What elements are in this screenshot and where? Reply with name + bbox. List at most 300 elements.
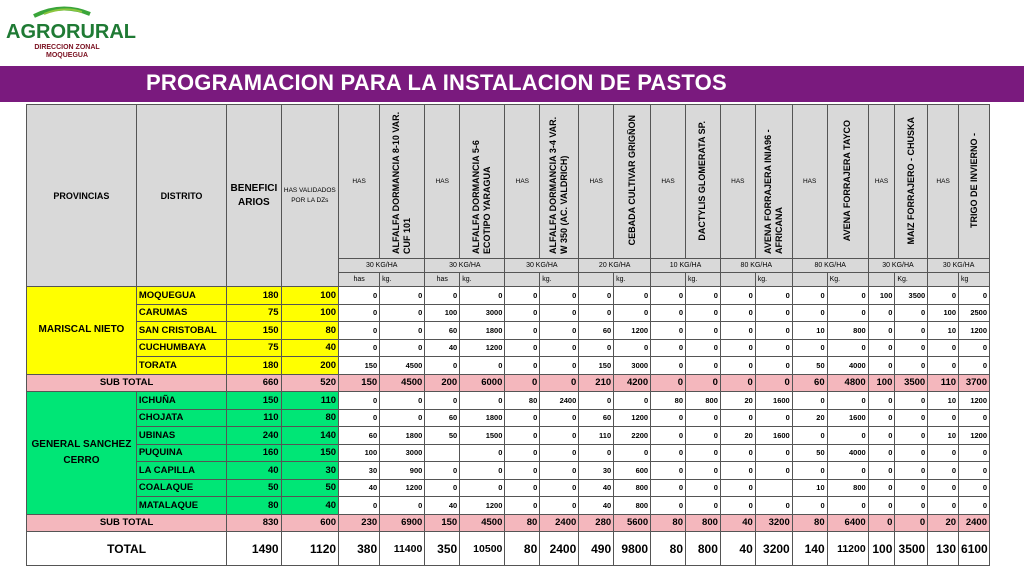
value-cell: 0 [425,479,460,497]
value-cell: 0 [614,287,651,305]
subtotal-value: 3700 [959,374,990,392]
value-cell: 0 [755,462,792,480]
total-value: 11400 [380,532,425,566]
rate-label: 30 KG/HA [339,259,425,273]
value-cell: 0 [868,304,895,322]
value-cell: 0 [868,357,895,375]
value-cell: 0 [959,409,990,427]
value-cell: 0 [792,462,827,480]
header-crop [614,105,651,259]
value-cell: 0 [755,409,792,427]
distrito-cell: MOQUEGUA [136,287,226,305]
value-cell: 0 [339,287,380,305]
subtotal-value: 80 [651,514,686,532]
value-cell: 0 [339,392,380,410]
value-cell: 0 [868,427,895,445]
value-cell: 0 [651,322,686,340]
value-cell: 20 [720,427,755,445]
value-cell: 0 [380,392,425,410]
value-cell: 80 [505,392,540,410]
value-cell: 0 [540,462,579,480]
value-cell: 0 [868,444,895,462]
value-cell: 0 [928,479,959,497]
value-cell: 0 [868,322,895,340]
value-cell: 0 [579,304,614,322]
value-cell: 0 [792,339,827,357]
subtotal-value: 0 [686,374,721,392]
value-cell: 0 [792,287,827,305]
value-cell: 0 [579,339,614,357]
has-cell: 100 [281,287,338,305]
value-cell: 0 [540,444,579,462]
logo-brand: AGRORURAL [6,21,136,43]
unit-cell [505,273,540,287]
header-has: HAS [792,105,827,259]
value-cell: 0 [540,304,579,322]
subtotal-benef: 830 [227,514,281,532]
value-cell: 0 [339,409,380,427]
crop-label: AVENA FORRAJERA TAYCO [842,119,853,242]
unit-cell [651,273,686,287]
rate-label: 30 KG/HA [505,259,579,273]
subtotal-value: 5600 [614,514,651,532]
subtotal-value: 0 [895,514,928,532]
has-cell: 140 [281,427,338,445]
header-crop [755,105,792,259]
value-cell: 0 [651,462,686,480]
value-cell: 0 [827,339,868,357]
subtotal-value: 4800 [827,374,868,392]
value-cell: 0 [686,444,721,462]
total-value: 3500 [895,532,928,566]
benef-cell: 180 [227,287,281,305]
value-cell: 0 [540,357,579,375]
table-row [27,497,990,515]
value-cell: 0 [425,357,460,375]
header-has: HAS [868,105,895,259]
value-cell: 150 [579,357,614,375]
value-cell: 0 [686,304,721,322]
header-crop [686,105,721,259]
subtotal-row [27,374,990,392]
total-value: 10500 [460,532,505,566]
header-has: HAS [928,105,959,259]
value-cell: 0 [928,497,959,515]
value-cell: 0 [827,462,868,480]
crop-label: MAIZ FORRAJERO - CHUSKA [905,116,916,245]
has-cell: 100 [281,304,338,322]
value-cell: 2200 [614,427,651,445]
unit-cell [928,273,959,287]
crop-label: AVENA FORRAJERA INIA96 - AFRICANA [762,128,784,254]
subtotal-value: 3500 [895,374,928,392]
value-cell: 0 [460,287,505,305]
value-cell: 0 [579,392,614,410]
value-cell: 0 [720,497,755,515]
value-cell: 0 [540,409,579,427]
header-distrito: DISTRITO [136,105,226,287]
value-cell: 0 [505,304,540,322]
has-cell: 110 [281,392,338,410]
distrito-cell: TORATA [136,357,226,375]
subtotal-value: 6000 [460,374,505,392]
value-cell: 800 [614,497,651,515]
table-row [27,462,990,480]
unit-cell: kg [959,273,990,287]
subtotal-value: 800 [686,514,721,532]
subtotal-row [27,514,990,532]
header-provincias: PROVINCIAS [27,105,137,287]
unit-cell: kg. [755,273,792,287]
value-cell: 0 [720,409,755,427]
header-has: HAS [425,105,460,259]
total-value: 380 [339,532,380,566]
rate-label: 10 KG/HA [651,259,721,273]
value-cell: 10 [792,322,827,340]
logo-subtitle [12,44,122,60]
value-cell: 0 [755,444,792,462]
rate-label: 30 KG/HA [425,259,505,273]
value-cell: 4500 [380,357,425,375]
total-value: 11200 [827,532,868,566]
value-cell: 1200 [460,497,505,515]
subtotal-value: 4500 [460,514,505,532]
value-cell: 0 [792,427,827,445]
value-cell: 0 [579,444,614,462]
value-cell: 0 [339,497,380,515]
subtotal-value: 210 [579,374,614,392]
logo-line1: DIRECCION ZONAL [34,44,100,51]
value-cell: 0 [755,322,792,340]
value-cell: 0 [505,427,540,445]
value-cell: 0 [720,304,755,322]
value-cell: 60 [425,409,460,427]
value-cell: 0 [686,497,721,515]
value-cell: 0 [579,287,614,305]
distrito-cell: UBINAS [136,427,226,445]
value-cell: 0 [651,357,686,375]
table-row [27,392,990,410]
value-cell: 40 [339,479,380,497]
value-cell: 0 [720,357,755,375]
value-cell: 30 [579,462,614,480]
value-cell: 0 [686,479,721,497]
value-cell: 0 [868,462,895,480]
unit-cell [720,273,755,287]
logo-line2: MOQUEGUA [46,52,88,59]
value-cell: 0 [868,479,895,497]
value-cell: 0 [755,339,792,357]
crop-label: CEBADA CULTIVAR GRIGÑON [626,115,637,246]
table-row [27,444,990,462]
subtotal-value: 6400 [827,514,868,532]
unit-cell: kg. [686,273,721,287]
value-cell: 0 [827,392,868,410]
table-body [27,287,990,566]
value-cell: 0 [505,322,540,340]
province-cell: GENERAL SANCHEZ CERRO [27,392,137,515]
value-cell: 0 [895,357,928,375]
subtotal-value: 0 [505,374,540,392]
subtotal-value: 0 [540,374,579,392]
value-cell: 100 [339,444,380,462]
value-cell: 0 [614,304,651,322]
value-cell: 0 [614,444,651,462]
value-cell: 4000 [827,444,868,462]
total-value: 40 [720,532,755,566]
has-cell: 80 [281,322,338,340]
header-has: HAS [505,105,540,259]
logo-graphic [4,2,136,46]
value-cell: 0 [755,287,792,305]
value-cell: 0 [720,287,755,305]
value-cell: 0 [895,392,928,410]
province-cell: MARISCAL NIETO [27,287,137,375]
header-has: HAS [720,105,755,259]
value-cell: 0 [720,339,755,357]
table-row [27,357,990,375]
benef-cell: 180 [227,357,281,375]
value-cell: 0 [380,304,425,322]
value-cell: 0 [959,287,990,305]
has-cell: 80 [281,409,338,427]
crop-label: ALFALFA DORMANCIA 5-6 ECOTIPO YARAGUA [471,139,493,254]
value-cell: 0 [380,409,425,427]
value-cell: 800 [686,392,721,410]
table-row [27,339,990,357]
header-crop [895,105,928,259]
distrito-cell: CHOJATA [136,409,226,427]
table-row [27,427,990,445]
value-cell: 100 [928,304,959,322]
value-cell: 0 [651,427,686,445]
subtotal-value: 60 [792,374,827,392]
value-cell: 0 [540,322,579,340]
value-cell: 0 [720,322,755,340]
has-cell: 40 [281,339,338,357]
value-cell: 0 [651,409,686,427]
unit-cell: Kg. [827,273,868,287]
value-cell: 0 [460,479,505,497]
page-title: PROGRAMACION PARA LA INSTALACION DE PASTOS [146,70,727,95]
total-has: 1120 [281,532,338,566]
value-cell: 3000 [380,444,425,462]
value-cell: 0 [686,462,721,480]
value-cell: 60 [579,409,614,427]
value-cell: 800 [827,479,868,497]
value-cell: 0 [959,444,990,462]
value-cell: 0 [827,304,868,322]
total-value: 9800 [614,532,651,566]
value-cell: 1200 [614,409,651,427]
benef-cell: 75 [227,304,281,322]
subtotal-value: 2400 [959,514,990,532]
value-cell: 0 [895,479,928,497]
benef-cell: 50 [227,479,281,497]
subtotal-benef: 660 [227,374,281,392]
value-cell: 0 [460,357,505,375]
value-cell: 0 [540,497,579,515]
value-cell: 0 [460,392,505,410]
total-value: 3200 [755,532,792,566]
value-cell: 0 [959,479,990,497]
total-value: 800 [686,532,721,566]
benef-cell: 75 [227,339,281,357]
unit-cell: kg. [614,273,651,287]
value-cell: 50 [792,357,827,375]
value-cell: 800 [827,322,868,340]
value-cell: 0 [651,497,686,515]
table-row [27,409,990,427]
value-cell: 1800 [460,322,505,340]
value-cell: 1800 [460,409,505,427]
subtotal-value: 0 [720,374,755,392]
total-value: 140 [792,532,827,566]
total-value: 130 [928,532,959,566]
value-cell: 40 [425,339,460,357]
value-cell: 0 [868,409,895,427]
distrito-cell: LA CAPILLA [136,462,226,480]
value-cell: 0 [505,287,540,305]
unit-cell: kg. [540,273,579,287]
value-cell: 0 [895,304,928,322]
total-value: 350 [425,532,460,566]
table-row [27,479,990,497]
total-benef: 1490 [227,532,281,566]
header-crop [959,105,990,259]
unit-cell: kg. [380,273,425,287]
subtotal-value: 20 [928,514,959,532]
value-cell: 0 [540,339,579,357]
value-cell: 10 [928,322,959,340]
distrito-cell: SAN CRISTOBAL [136,322,226,340]
value-cell: 60 [579,322,614,340]
subtotal-value: 0 [755,374,792,392]
subtotal-value: 3200 [755,514,792,532]
value-cell: 0 [755,497,792,515]
value-cell: 30 [339,462,380,480]
subtotal-value: 80 [505,514,540,532]
benef-cell: 150 [227,392,281,410]
value-cell: 0 [720,444,755,462]
value-cell: 0 [959,339,990,357]
value-cell: 0 [380,322,425,340]
value-cell: 0 [928,444,959,462]
value-cell: 0 [460,444,505,462]
subtotal-value: 4500 [380,374,425,392]
value-cell: 0 [505,462,540,480]
value-cell: 0 [895,462,928,480]
value-cell: 110 [579,427,614,445]
value-cell: 1200 [460,339,505,357]
unit-cell: has [425,273,460,287]
value-cell: 0 [720,462,755,480]
value-cell: 0 [928,357,959,375]
unit-cell [868,273,895,287]
total-value: 80 [505,532,540,566]
value-cell [425,444,460,462]
subtotal-value: 40 [720,514,755,532]
value-cell: 1200 [380,479,425,497]
value-cell: 20 [792,409,827,427]
value-cell: 3500 [895,287,928,305]
value-cell: 10 [928,392,959,410]
benef-cell: 80 [227,497,281,515]
value-cell: 0 [686,357,721,375]
value-cell: 600 [614,462,651,480]
value-cell: 0 [895,444,928,462]
subtotal-label: SUB TOTAL [27,514,227,532]
has-cell: 150 [281,444,338,462]
benef-cell: 160 [227,444,281,462]
subtotal-value: 100 [868,374,895,392]
value-cell: 0 [959,497,990,515]
value-cell: 0 [505,479,540,497]
value-cell: 0 [460,462,505,480]
value-cell: 1200 [959,322,990,340]
value-cell: 1600 [755,427,792,445]
value-cell: 0 [651,339,686,357]
value-cell: 0 [895,427,928,445]
header-crop [540,105,579,259]
value-cell: 0 [614,339,651,357]
value-cell: 0 [425,287,460,305]
subtotal-value: 0 [868,514,895,532]
value-cell: 0 [425,392,460,410]
rate-label: 30 KG/HA [868,259,928,273]
subtotal-value: 230 [339,514,380,532]
value-cell: 0 [540,427,579,445]
value-cell: 80 [651,392,686,410]
value-cell: 60 [425,322,460,340]
value-cell: 0 [720,479,755,497]
value-cell: 40 [579,497,614,515]
value-cell: 20 [720,392,755,410]
value-cell: 1200 [959,427,990,445]
value-cell: 1200 [614,322,651,340]
unit-cell [792,273,827,287]
value-cell: 50 [425,427,460,445]
rate-label: 30 KG/HA [928,259,990,273]
value-cell: 40 [425,497,460,515]
has-cell: 50 [281,479,338,497]
rate-label: 80 KG/HA [792,259,868,273]
value-cell: 0 [425,462,460,480]
crop-label: ALFALFA DORMANCIA 8-10 VAR. CUF 101 [391,111,413,254]
benef-cell: 110 [227,409,281,427]
total-value: 6100 [959,532,990,566]
value-cell: 150 [339,357,380,375]
value-cell: 0 [614,392,651,410]
distrito-cell: MATALAQUE [136,497,226,515]
value-cell: 10 [792,479,827,497]
distrito-cell: COALAQUE [136,479,226,497]
value-cell: 0 [339,339,380,357]
value-cell: 0 [792,304,827,322]
total-value: 2400 [540,532,579,566]
value-cell: 0 [505,444,540,462]
header-has: HAS [339,105,380,259]
subtotal-has: 520 [281,374,338,392]
crop-label: TRIGO DE INVIERNO - [968,132,979,228]
value-cell: 0 [868,339,895,357]
value-cell: 0 [651,444,686,462]
header-crop [460,105,505,259]
rate-label: 20 KG/HA [579,259,651,273]
header-has: HAS [579,105,614,259]
title-banner [0,66,1024,102]
programacion-table-wrapper [26,104,990,568]
